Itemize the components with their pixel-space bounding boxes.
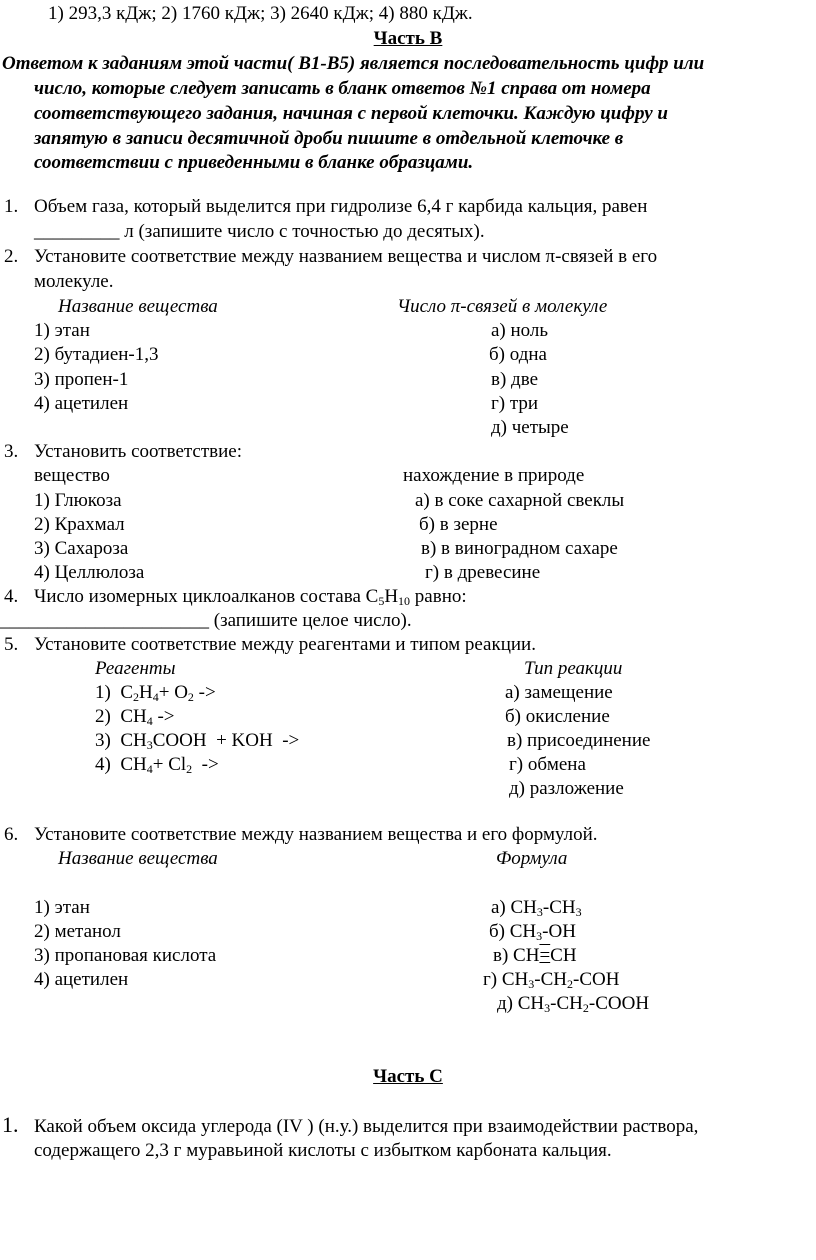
- list-item: г) обмена: [509, 754, 586, 775]
- list-item: 3) Сахароза: [34, 538, 129, 559]
- question-number: 2.: [4, 246, 19, 267]
- column-header-left: Реагенты: [95, 658, 176, 679]
- list-item: 3) пропановая кислота: [34, 945, 217, 966]
- question-number: 5.: [4, 634, 19, 655]
- column-header-left: Название вещества: [58, 296, 218, 317]
- question-number: 6.: [4, 824, 19, 845]
- question-text: Установить соответствие:: [34, 441, 242, 462]
- list-item: б) в зерне: [419, 514, 498, 535]
- list-item: 2) метанол: [34, 921, 121, 942]
- list-item: 1) этан: [34, 320, 90, 341]
- list-item: а) $CH_3-CH_3$: [491, 897, 582, 919]
- list-item: 2) Крахмал: [34, 514, 125, 535]
- question-text: Число изомерных циклоалканов состава $C_5H_{10}$ равно:: [34, 586, 467, 608]
- instruction-line: Ответом к заданиям этой части( В1-В5) является последовательность цифр или: [2, 53, 705, 74]
- previous-answer-options: 1) 293,3 кДж; 2) 1760 кДж; 3) 2640 кДж; 4) 880 кДж.: [48, 3, 473, 24]
- question-text: Установите соответствие между реагентами и типом реакции.: [34, 634, 536, 655]
- list-item: 4) Целлюлоза: [34, 562, 145, 583]
- list-item: д) $CH_3-CH_2$-COOH: [497, 993, 650, 1015]
- list-item: б) окисление: [505, 706, 610, 727]
- instruction-line: соответствующего задания, начиная с первой клеточки. Каждую цифру и: [34, 103, 668, 124]
- part-c-title: Часть С: [373, 1066, 443, 1087]
- list-item: в) CH=CH: [493, 945, 577, 966]
- question-text: содержащего 2,3 г муравьиной кислоты с избытком карбоната кальция.: [34, 1140, 612, 1161]
- column-header-left: вещество: [34, 465, 110, 486]
- list-item: д) четыре: [491, 417, 569, 438]
- list-item: г) три: [491, 393, 539, 414]
- list-item: в) присоединение: [507, 730, 651, 751]
- instruction-line: соответствии с приведенными в бланке образцами.: [34, 152, 474, 173]
- question-text: молекуле.: [34, 271, 114, 292]
- instruction-line: запятую в записи десятичной дроби пишите в отдельной клеточке в: [34, 128, 624, 149]
- list-item: г) в древесине: [425, 562, 541, 583]
- question-number: 1.: [4, 196, 19, 217]
- instruction-line: число, которые следует записать в бланк ответов №1 справа от номера: [34, 78, 651, 99]
- list-item: 1) $C_2H_4+ O_2$ ->: [95, 682, 216, 704]
- question-text: Какой объем оксида углерода (IV ) (н.у.) выделится при взаимодействии раствора,: [34, 1116, 699, 1137]
- column-header-right: нахождение в природе: [403, 465, 585, 486]
- part-b-title: Часть В: [373, 28, 443, 49]
- list-item: а) в соке сахарной свеклы: [415, 490, 625, 511]
- question-number: 3.: [4, 441, 19, 462]
- question-text: ______________________ (запишите целое число).: [0, 610, 412, 631]
- list-item: б) $CH_3-OH$: [489, 921, 576, 943]
- question-text: Объем газа, который выделится при гидролизе 6,4 г карбида кальция, равен: [34, 196, 648, 217]
- column-header-right: Тип реакции: [524, 658, 623, 679]
- list-item: г) $CH_3-CH_2$-COH: [483, 969, 620, 991]
- question-text: Установите соответствие между названием вещества и его формулой.: [34, 824, 598, 845]
- question-text: _________ л (запишите число с точностью до десятых).: [34, 221, 485, 242]
- list-item: 4) ацетилен: [34, 393, 129, 414]
- list-item: 4) $CH_4+ Cl_2$ ->: [95, 754, 219, 776]
- question-text: Установите соответствие между названием вещества и числом π-связей в его: [34, 246, 658, 267]
- list-item: а) ноль: [491, 320, 549, 341]
- column-header-right: Число π-связей в молекуле: [397, 296, 608, 317]
- list-item: 2) $CH_4$ ->: [95, 706, 175, 728]
- question-number: 4.: [4, 586, 19, 607]
- list-item: 3) пропен-1: [34, 369, 129, 390]
- list-item: 4) ацетилен: [34, 969, 129, 990]
- question-number: 1.: [2, 1112, 19, 1137]
- list-item: 1) Глюкоза: [34, 490, 122, 511]
- list-item: 2) бутадиен-1,3: [34, 344, 159, 365]
- list-item: 1) этан: [34, 897, 90, 918]
- column-header-left: Название вещества: [58, 848, 218, 869]
- list-item: в) в виноградном сахаре: [421, 538, 618, 559]
- list-item: в) две: [491, 369, 539, 390]
- list-item: 3) $CH_3COOH$ + KOH ->: [95, 730, 300, 752]
- column-header-right: Формула: [496, 848, 568, 869]
- list-item: а) замещение: [505, 682, 613, 703]
- list-item: б) одна: [489, 344, 547, 365]
- list-item: д) разложение: [509, 778, 624, 799]
